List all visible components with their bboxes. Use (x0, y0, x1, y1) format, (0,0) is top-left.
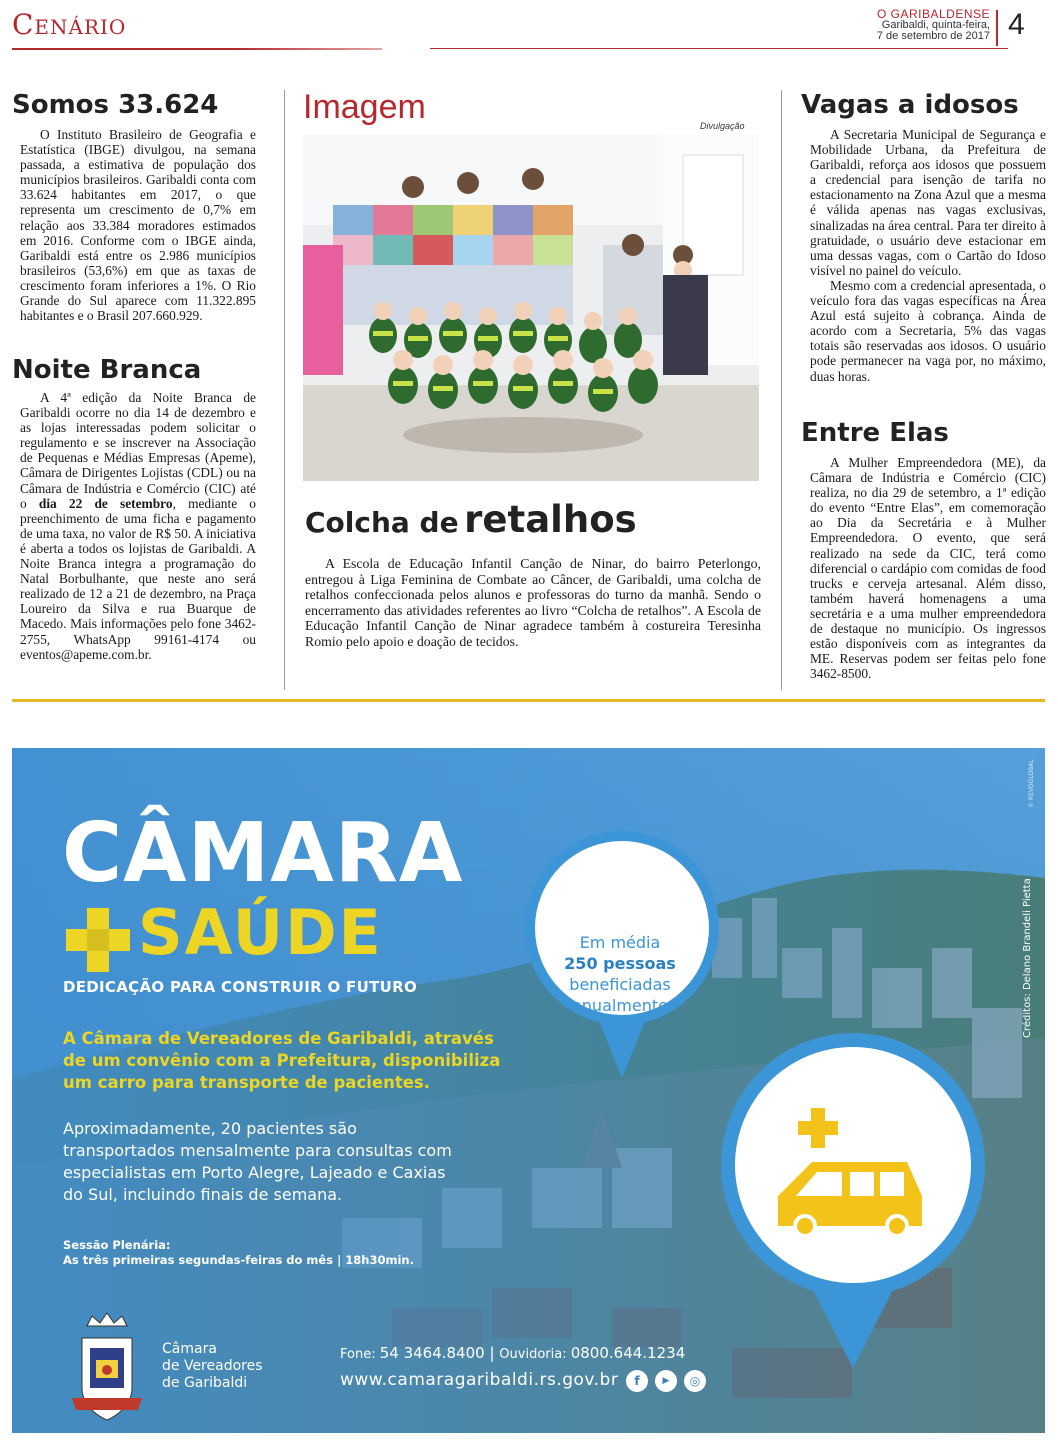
date-line-1: Garibaldi, quinta-feira, (881, 19, 990, 31)
title-large: retalhos (464, 498, 637, 541)
instagram-icon[interactable]: ◎ (684, 1370, 706, 1392)
ad-sessao (63, 1238, 414, 1268)
column-divider (781, 90, 782, 690)
paragraph: A Secretaria Municipal de Segurança e Mobilidade Urbana, da Prefeitura de Garibaldi, reforça aos idosos que possuem a credencial para isenção de tarifa no estacionamento na Zona Azul que a mesma é válida apenas nas vagas exclusivas, sinalizadas na área central. Para ter direito à gratuidade, o usuário deve estacionar em uma dessas vagas, com o Cartão do Idoso visível no painel do veículo. (810, 127, 1046, 278)
ad-tagline: DEDICAÇÃO PARA CONSTRUIR O FUTURO (63, 978, 417, 996)
article-title-vagas: Vagas a idosos (801, 90, 1019, 120)
plus-icon (64, 906, 132, 974)
colcha-title (305, 498, 637, 541)
camara-saude-advertisement (12, 748, 1045, 1433)
agency-credit: © REVOGLOBAL (1028, 759, 1035, 808)
bubble-line-4: anualmente (571, 996, 669, 1015)
separator: | (484, 1344, 500, 1362)
ad-title: CÂMARA (62, 806, 464, 901)
article-title-somos: Somos 33.624 (12, 90, 219, 120)
article-body-somos (20, 127, 256, 323)
contact-line (340, 1344, 685, 1362)
sessao-label: Sessão Plenária: (63, 1238, 171, 1252)
org-name (162, 1341, 263, 1392)
paragraph: A Mulher Empreendedora (ME), da Câmara de Indústria e Comércio (CIC) realiza, no dia 29 de setembro, a 1ª edição do evento “Entre Elas”, em comemoração ao Dia da Secretária e à Mulher Empreendedora. O evento, que será realizado na sede da CIC, terá como diferencial o cardápio com comidas de food trucks e cerveja artesanal. Além disso, também haverá homenagens a uma secretária e a uma mulher empreendedora de destaque no município. Os ingressos estão disponíveis com as integrantes da ME. Reservas podem ser feitas pelo fone 3462-8500. (810, 455, 1046, 682)
article-title-elas: Entre Elas (801, 418, 949, 448)
title-small: Colcha de (305, 506, 459, 539)
text-after: , mediante o preenchimento de uma ficha e pagamento de uma taxa, no valor de R$ 50. A iniciativa é aberta a todos os lojistas de Garibaldi. A Noite Branca integra a programação do Natal Borbulhante, que neste ano será realizado de 12 a 21 de dezembro, na Praça Loureiro da Silva e rua Buarque de Macedo. Mais informações pelo fone 3462-2755, WhatsApp 99161-4174 ou eventos@apeme.com.br. (20, 495, 256, 662)
section-divider (12, 699, 1045, 702)
facebook-icon[interactable]: f (626, 1370, 648, 1392)
photo-credit: Divulgação (700, 121, 745, 131)
date-line-2: 7 de setembro de 2017 (876, 30, 990, 42)
paper-info (877, 9, 990, 42)
website-link[interactable]: www.camaragaribaldi.rs.gov.br (340, 1370, 619, 1390)
youtube-icon[interactable]: ▶ (655, 1370, 677, 1392)
paper-name: O GARIBALDENSE (876, 7, 990, 21)
bubble-line-1: Em média (579, 933, 661, 952)
sessao-text: As três primeiras segundas-feiras do mês | 18h30min. (63, 1253, 414, 1267)
page-number: 4 (1008, 8, 1025, 41)
stat-bubble (560, 932, 680, 1016)
text-bold: dia 22 de setembro (38, 495, 173, 511)
header-rule (12, 48, 382, 50)
org-line-3: de Garibaldi (162, 1375, 248, 1391)
header-divider (996, 10, 998, 46)
ad-highlight-text: A Câmara de Vereadores de Garibaldi, através de um convênio com a Prefeitura, disponibiliza um carro para transporte de pacientes. (63, 1029, 501, 1092)
header-rule-right (430, 48, 1008, 49)
article-body-elas (810, 455, 1046, 681)
photo-credit-ad: Créditos: Delano Brandeli Pietta (1022, 878, 1033, 1038)
paragraph: Mesmo com a credencial apresentada, o veículo fora das vagas específicas na Área Azul está sujeito à cobrança. Ainda de acordo com a Secretaria, 5% das vagas totais são reservadas aos idosos. O usuário pode permanecer na vaga por, no máximo, duas horas. (810, 277, 1046, 384)
bubble-line-2: 250 pessoas (564, 954, 676, 973)
kindergarten-group-photo (303, 135, 759, 481)
imagem-heading: Imagem (303, 88, 426, 126)
photo-illustration (303, 135, 759, 481)
article-title-noite: Noite Branca (12, 355, 202, 385)
bubble-line-3: beneficiadas (569, 975, 671, 994)
column-divider (284, 90, 285, 690)
section-title: Cenário (12, 8, 127, 41)
article-body-noite (20, 390, 256, 662)
ouvidoria-number[interactable]: 0800.644.1234 (570, 1344, 686, 1362)
paragraph (20, 390, 256, 662)
phone-label: Fone: (340, 1347, 380, 1362)
ad-body-text: Aproximadamente, 20 pacientes são transportados mensalmente para consultas com especialistas em Porto Alegre, Lajeado e Caxias do Sul, incluindo finais de semana. (63, 1119, 452, 1204)
org-line-1: Câmara (162, 1341, 217, 1357)
org-line-2: de Vereadores (162, 1358, 263, 1374)
phone-number[interactable]: 54 3464.8400 (379, 1344, 485, 1362)
paragraph: O Instituto Brasileiro de Geografia e Estatística (IBGE) divulgou, na semana passada, a estimativa de população dos municípios brasileiros. Garibaldi conta com 33.624 habitantes em 2017, o que representa um crescimento de 0,7% em relação aos 33.384 moradores estimados em 2016. Conforme com o IBGE ainda, Garibaldi está entre os 2.986 municípios brasileiros (53,6%) em que as taxas de crescimento foram inferiores a 1%. O Rio Grande do Sul aparece com 11.322.895 habitantes e o Brasil 207.660.929. (20, 127, 256, 324)
paragraph: A Escola de Educação Infantil Canção de Ninar, do bairro Peterlongo, entregou à Liga Feminina de Combate ao Câncer, de Garibaldi, uma colcha de retalhos confeccionada pelos alunos e professoras do turno da manhã. Sendo o encerramento das atividades referentes ao livro “Colcha de retalhos”. A Escola de Educação Infantil Canção de Ninar agradece também à costureira Teresinha Romio pelo apoio e doação de tecidos. (305, 556, 761, 649)
article-body-vagas (810, 127, 1046, 384)
ouvidoria-label: Ouvidoria: (499, 1347, 571, 1362)
ad-subtitle: SAÚDE (138, 896, 383, 969)
article-body-colcha (305, 556, 761, 650)
text-before: A 4ª edição da Noite Branca de Garibaldi ocorre no dia 14 de dezembro e as lojas interessadas podem solicitar o regulamento e se inscrever na Associação de Pequenas e Médias Empresas (Apeme), Câmara de Dirigentes Lojistas (CDL) ou na Câmara de Indústria e Comércio (CIC) até o (20, 390, 256, 511)
